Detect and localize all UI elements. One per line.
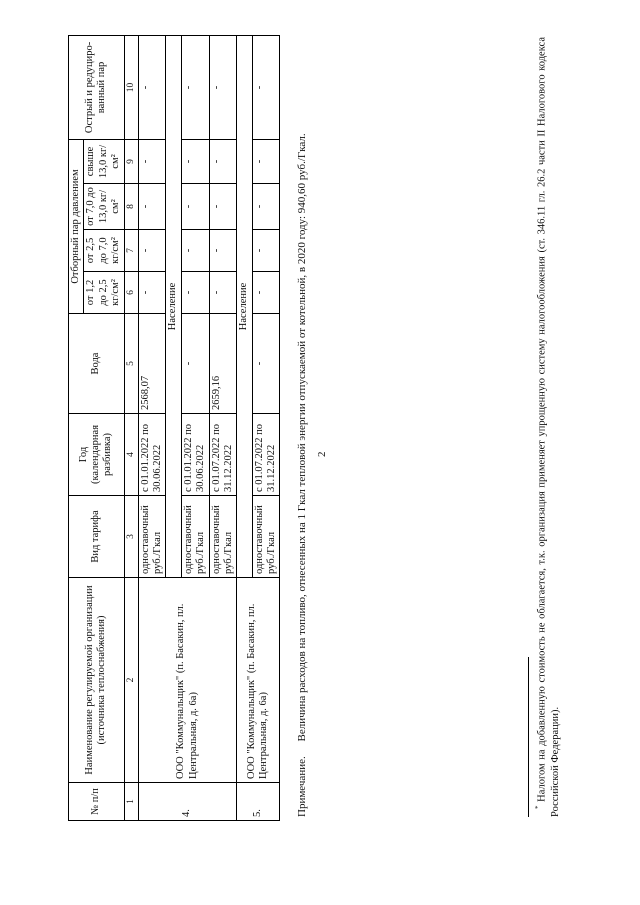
tariff-type: одноставочный руб./Гкал [181,496,209,578]
footnote-divider [528,657,529,817]
group-label: Население [237,35,252,577]
footnote [534,37,562,817]
header-steam-group: Отборный пар давлением [69,139,84,313]
tariff-table [68,35,280,821]
col-number: 1 [124,783,138,821]
col-number: 8 [124,184,138,230]
steam-3-value: - [252,184,280,230]
table-row [138,35,166,820]
header-water: Вода [69,314,125,414]
water-value: 2659,16 [209,314,237,414]
water-value: 2568,07 [138,314,166,414]
col-number: 2 [124,578,138,783]
tariff-type: одноставочный руб./Гкал [138,496,166,578]
period: с 01.07.2022 по 31.12.2022 [252,414,280,496]
steam-4-value: - [138,139,166,183]
col-number: 3 [124,496,138,578]
row-number: 5. [237,783,280,821]
header-row [69,35,84,820]
steam-2-value: - [252,230,280,272]
col-number: 5 [124,314,138,414]
note-paragraph [296,37,310,817]
steam-1-value: - [209,272,237,314]
header-year: Год (календарная разбивка) [69,414,125,496]
live-steam-value: - [209,35,237,139]
steam-4-value: - [252,139,280,183]
group-label-row [237,35,252,820]
water-value: - [252,314,280,414]
period: с 01.01.2022 по 30.06.2022 [138,414,166,496]
col-number: 7 [124,230,138,272]
row-number: 4. [138,783,237,821]
steam-1-value: - [138,272,166,314]
header-steam-1: от 1,2 до 2,5 кг/см² [84,272,124,314]
steam-1-value: - [252,272,280,314]
footnote-mark: * [534,805,542,809]
steam-3-value: - [181,184,209,230]
header-steam-4: свыше 13,0 кг/см² [84,139,124,183]
steam-4-value: - [209,139,237,183]
header-num: № п/п [69,783,125,821]
col-number: 6 [124,272,138,314]
note-label: Примечание. [296,756,308,817]
period: с 01.07.2022 по 31.12.2022 [209,414,237,496]
header-steam-2: от 2,5 до 7,0 кг/см² [84,230,124,272]
steam-4-value: - [181,139,209,183]
org-name: ООО "Коммунальщик" (п. Басакин, пл. Центральная, д. 6а) [237,578,280,783]
column-number-row [124,35,138,820]
water-value: - [181,314,209,414]
page-number: 2 [316,451,328,457]
col-number: 4 [124,414,138,496]
header-live-steam: Острый и редуциро-ванный пар [69,35,125,139]
header-name: Наименование регулируемой организации (источника теплоснабжения) [69,578,125,783]
live-steam-value: - [252,35,280,139]
steam-3-value: - [138,184,166,230]
footnote-text: Налогом на добавленную стоимость не облагается, т.к. организация применяет упрощенную систему налогообложения (ст. 346.11 гл. 26.2 части II Налогового кодекса Российской Федерации). [536,37,561,817]
group-label: Население [166,35,181,577]
header-steam-3: от 7,0 до 13,0 кг/см² [84,184,124,230]
note-text: Величина расходов на топливо, отнесенных на 1 Гкал тепловой энергии отпускаемой от котельной, в 2020 году: 940,60 руб./Гкал. [296,133,308,742]
steam-2-value: - [138,230,166,272]
live-steam-value: - [181,35,209,139]
col-number: 9 [124,139,138,183]
steam-3-value: - [209,184,237,230]
period: с 01.01.2022 по 30.06.2022 [181,414,209,496]
header-tariff-type: Вид тарифа [69,496,125,578]
tariff-type: одноставочный руб./Гкал [209,496,237,578]
col-number: 10 [124,35,138,139]
live-steam-value: - [138,35,166,139]
steam-1-value: - [181,272,209,314]
tariff-type: одноставочный руб./Гкал [252,496,280,578]
org-name: ООО "Коммунальщик" (п. Басакин, пл. Центральная, д. 6а) [138,578,237,783]
steam-2-value: - [181,230,209,272]
steam-2-value: - [209,230,237,272]
